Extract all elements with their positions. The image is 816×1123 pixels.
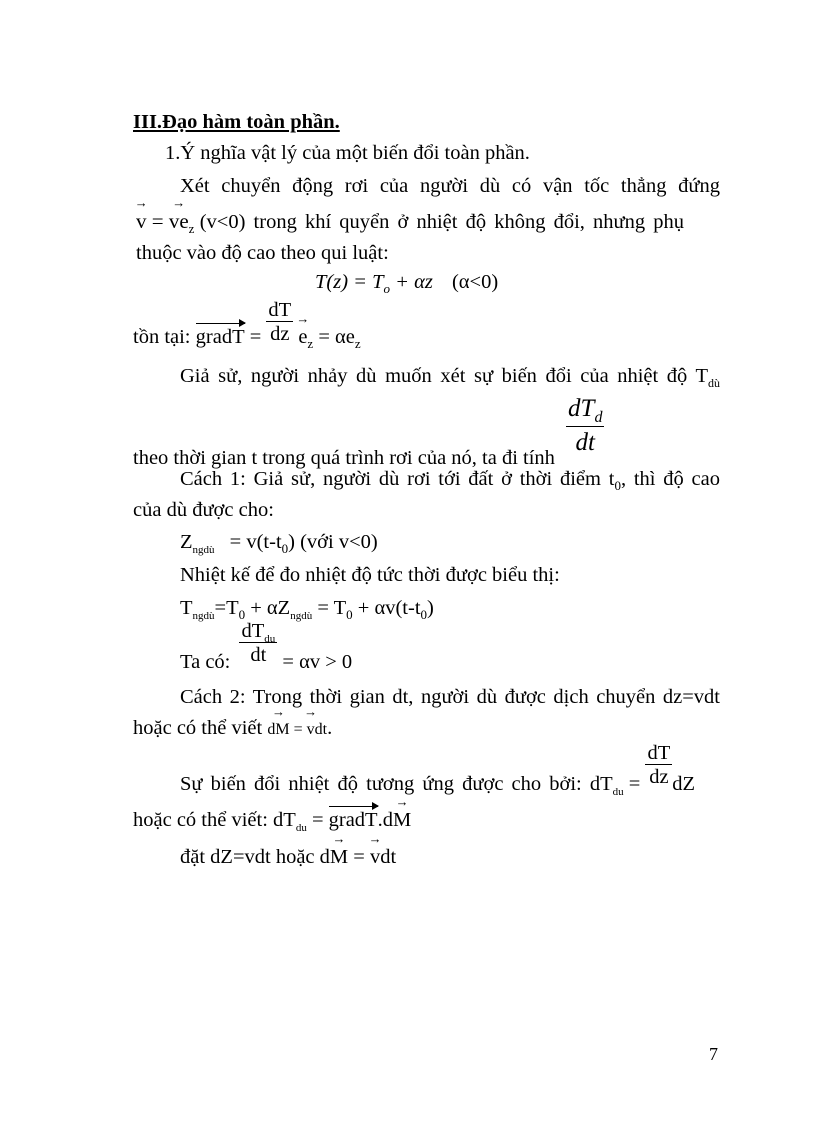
subscript-z: z xyxy=(188,221,195,237)
equals-sign: = xyxy=(623,773,646,796)
equals-sign: = xyxy=(348,846,370,868)
unit-vector-e: → e xyxy=(298,325,307,349)
thermometer-line: Nhiệt kế để đo nhiệt độ tức thời được biểu thị: xyxy=(180,564,560,586)
t-symbol: T xyxy=(180,597,193,619)
dT-dz-fraction xyxy=(645,742,672,789)
cach2-line-4 xyxy=(133,806,412,835)
t-mid3: = T xyxy=(312,597,347,619)
dt-du: dT xyxy=(273,809,296,831)
subscript-du: dù xyxy=(708,376,720,391)
para2-line-1-text: Giả sử, người nhảy dù muốn xét sự biến đổi của nhiệt độ T xyxy=(180,365,708,387)
m-vector: → M xyxy=(393,808,411,832)
z-symbol: Z xyxy=(180,531,193,553)
t-end: + αv(t-t xyxy=(352,597,421,619)
derivative-fraction xyxy=(266,299,293,346)
dt-symbol: dt xyxy=(380,846,397,868)
gradient-operator: gradT xyxy=(196,323,245,349)
subscript-z: z xyxy=(354,336,361,352)
equation-condition: (α<0) xyxy=(451,271,499,293)
height-equation xyxy=(180,530,378,557)
fraction-denominator: dz xyxy=(270,323,290,345)
fraction-numerator: dT xyxy=(268,299,292,321)
dZ-symbol: dZ xyxy=(672,773,696,796)
gradient-prefix: tồn tại: xyxy=(133,326,196,349)
rate-fraction xyxy=(566,392,604,459)
taco-fraction xyxy=(239,620,277,667)
equation-subscript: o xyxy=(383,281,391,297)
z-rhs-end: ) (với v<0) xyxy=(288,531,378,553)
subscript-0: 0 xyxy=(281,541,289,557)
subscript-du: du xyxy=(264,633,276,646)
equation-lhs: T(z) = T xyxy=(315,271,384,293)
m-vector: → M xyxy=(330,845,348,869)
fraction-denominator: dt xyxy=(575,429,595,456)
t-close: ) xyxy=(427,597,434,619)
subscript-ngdu: ngdù xyxy=(290,610,313,623)
taco-rhs: = αv > 0 xyxy=(282,651,353,674)
period: . xyxy=(327,717,333,739)
cach2-line-5-text: đặt dZ=vdt hoặc xyxy=(180,846,320,868)
temperature-expression xyxy=(180,596,434,623)
equals-sign: = xyxy=(289,721,307,738)
para2-line-2-text: theo thời gian t trong quá trình rơi của nó, ta đi tính xyxy=(133,447,555,470)
para2-line-1 xyxy=(180,364,720,391)
intro-line-1: Xét chuyển động rơi của người dù có vận tốc thẳng đứng xyxy=(180,175,720,197)
subscript-d: d xyxy=(594,409,603,426)
page-number: 7 xyxy=(709,1044,718,1064)
t-mid: =T xyxy=(214,597,239,619)
section-heading: III.Đạo hàm toàn phần. xyxy=(133,111,340,133)
subscript-du: du xyxy=(295,822,307,835)
cach1-line-1 xyxy=(180,467,720,494)
temperature-equation xyxy=(315,270,499,297)
velocity-vector: → v xyxy=(307,718,315,742)
cach2-line-1: Cách 2: Trong thời gian dt, người dù được dịch chuyển dz=vdt xyxy=(180,686,720,708)
subsection-title: 1.Ý nghĩa vật lý của một biến đổi toàn phần. xyxy=(165,142,530,164)
subscript-0: 0 xyxy=(614,478,621,494)
fraction-numerator: dT xyxy=(568,395,595,422)
subscript-0: 0 xyxy=(346,607,353,623)
cach2-line-4-text: hoặc có thể viết: xyxy=(133,809,274,831)
intro-line-3: thuộc vào độ cao theo qui luật: xyxy=(136,242,389,264)
cach1-text: Cách 1: Giả sử, người dù rơi tới đất ở thời điểm t xyxy=(180,468,615,490)
dt-symbol: dt xyxy=(314,721,328,738)
taco-line xyxy=(180,620,352,680)
fraction-numerator: dT xyxy=(647,742,671,764)
gradient-line xyxy=(133,297,361,357)
cach2-line-2 xyxy=(133,716,332,742)
d-symbol: d xyxy=(319,846,330,868)
cach2-line-3-text: Sự biến đổi nhiệt độ tương ứng được cho bởi: xyxy=(180,773,590,796)
dot-d: .d xyxy=(377,809,393,831)
fraction-denominator: dt xyxy=(250,644,267,666)
gradient-operator: gradT xyxy=(329,806,378,832)
para2-line-2 xyxy=(133,392,604,470)
subscript-0: 0 xyxy=(238,607,246,623)
equals-sign: = xyxy=(244,326,267,349)
subscript-ngdu: ngdù xyxy=(192,544,215,557)
equals-sign: = xyxy=(146,209,169,233)
velocity-vector: → v xyxy=(136,209,147,233)
subscript-ngdu: ngdù xyxy=(192,610,215,623)
fraction-numerator: dT xyxy=(241,620,265,642)
gradient-rhs: = αe xyxy=(313,326,355,349)
equals-sign: = xyxy=(306,809,329,831)
z-rhs: = v(t-t xyxy=(224,531,282,553)
fraction-denominator: dz xyxy=(649,766,669,788)
taco-label: Ta có: xyxy=(180,651,236,674)
subscript-z: z xyxy=(307,336,314,352)
velocity-unit-vector: → ve xyxy=(169,209,189,233)
cach2-line-2-text: hoặc có thể viết xyxy=(133,717,268,739)
intro-line-2 xyxy=(136,209,720,237)
equation-rhs: + αz xyxy=(390,271,433,293)
displacement-vector: → dM xyxy=(267,718,289,742)
dt-du: dT xyxy=(589,773,613,796)
intro-line-2-text: (v<0) trong khí quyển ở nhiệt độ không đổi, nhưng phụ xyxy=(199,211,684,233)
subscript-0: 0 xyxy=(420,607,428,623)
cach1-text-end: , thì độ cao xyxy=(620,468,720,490)
velocity-vector: → v xyxy=(370,845,380,869)
cach2-line-3 xyxy=(180,742,720,802)
subscript-du: du xyxy=(612,786,624,799)
t-mid2: + αZ xyxy=(245,597,291,619)
cach2-line-5 xyxy=(180,845,396,869)
cach1-line-2: của dù được cho: xyxy=(133,499,274,521)
